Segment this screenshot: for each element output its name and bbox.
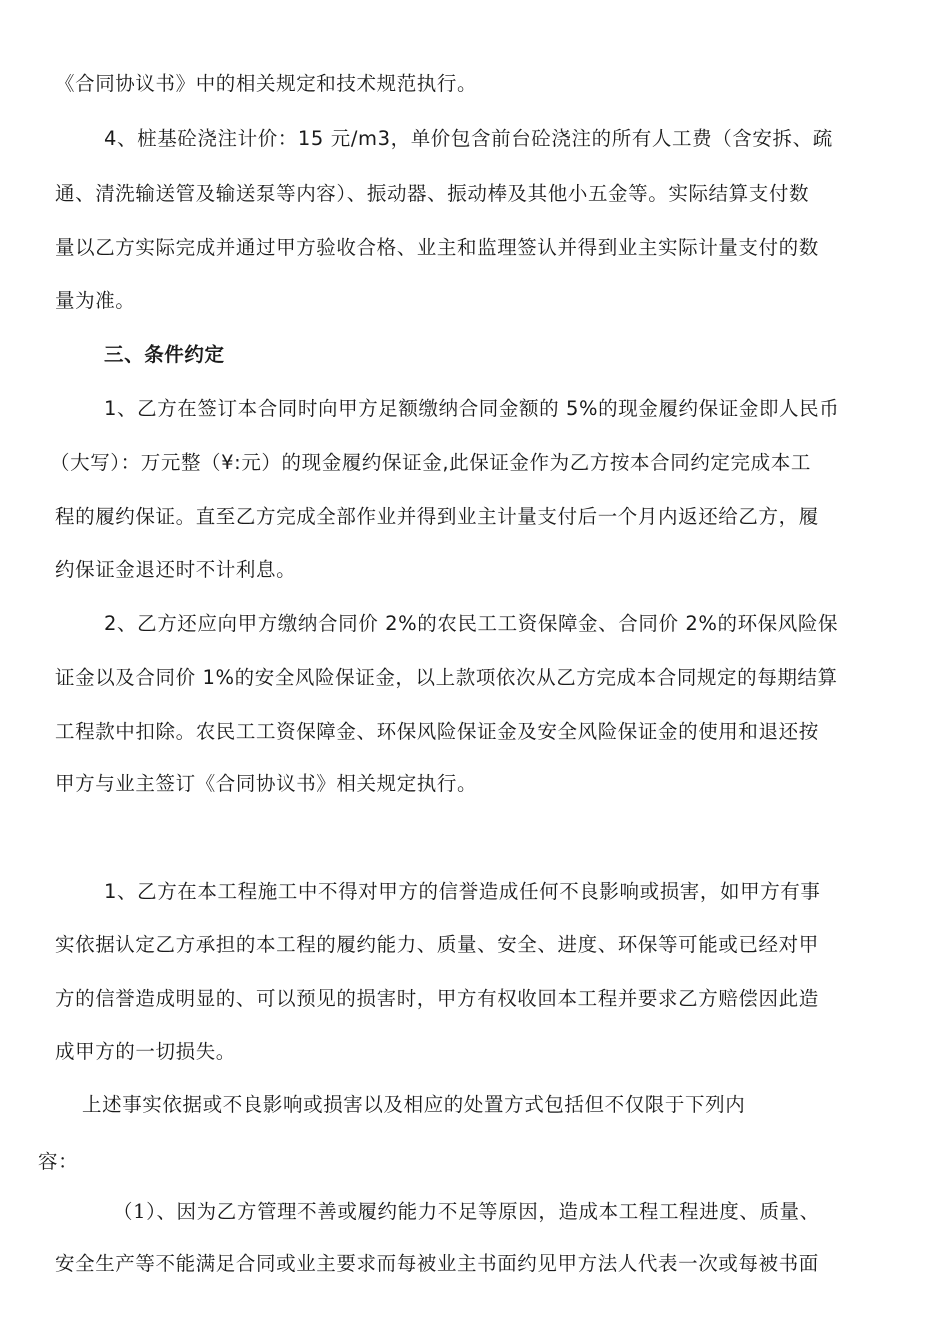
text-line-3: 通、清洗输送管及输送泵等内容）、振动器、振动棒及其他小五金等。实际结算支付数 — [55, 182, 810, 205]
text-line-19: 上述事实依据或不良影响或损害以及相应的处置方式包括但不仅限于下列内 — [82, 1093, 746, 1116]
text-line-14: 甲方与业主签订《合同协议书》相关规定执行。 — [55, 772, 478, 795]
text-line-8: （大写）：万元整（¥:元）的现金履约保证金,此保证金作为乙方按本合同约定完成本工 — [50, 451, 811, 474]
text-line-5: 量为准。 — [55, 289, 136, 312]
text-line-2: 4、桩基砼浇注计价：15 元/m3，单价包含前台砼浇注的所有人工费（含安拆、疏 — [104, 127, 833, 150]
text-line-22: 安全生产等不能满足合同或业主要求而每被业主书面约见甲方法人代表一次或每被书面 — [55, 1252, 819, 1275]
text-line-11: 2、乙方还应向甲方缴纳合同价 2%的农民工工资保障金、合同价 2%的环保风险保 — [104, 612, 839, 635]
text-line-15: 1、乙方在本工程施工中不得对甲方的信誉造成任何不良影响或损害，如甲方有事 — [104, 880, 821, 903]
text-line-7: 1、乙方在签订本合同时向甲方足额缴纳合同金额的 5%的现金履约保证金即人民币 — [104, 397, 840, 420]
text-line-10: 约保证金退还时不计利息。 — [55, 558, 297, 581]
text-line-18: 成甲方的一切损失。 — [55, 1040, 236, 1063]
text-line-21: （1）、因为乙方管理不善或履约能力不足等原因，造成本工程工程进度、质量、 — [113, 1200, 820, 1223]
section-heading: 三、条件约定 — [104, 343, 225, 366]
text-line-16: 实依据认定乙方承担的本工程的履约能力、质量、安全、进度、环保等可能或已经对甲 — [55, 933, 819, 956]
text-line-4: 量以乙方实际完成并通过甲方验收合格、业主和监理签认并得到业主实际计量支付的数 — [55, 236, 819, 259]
text-line-9: 程的履约保证。直至乙方完成全部作业并得到业主计量支付后一个月内返还给乙方，履 — [55, 505, 819, 528]
text-line-13: 工程款中扣除。农民工工资保障金、环保风险保证金及安全风险保证金的使用和退还按 — [55, 720, 819, 743]
text-line-1: 《合同协议书》中的相关规定和技术规范执行。 — [55, 72, 478, 95]
text-line-20: 容： — [38, 1150, 79, 1173]
text-line-12: 证金以及合同价 1%的安全风险保证金，以上款项依次从乙方完成本合同规定的每期结算 — [55, 666, 838, 689]
text-line-17: 方的信誉造成明显的、可以预见的损害时，甲方有权收回本工程并要求乙方赔偿因此造 — [55, 987, 819, 1010]
